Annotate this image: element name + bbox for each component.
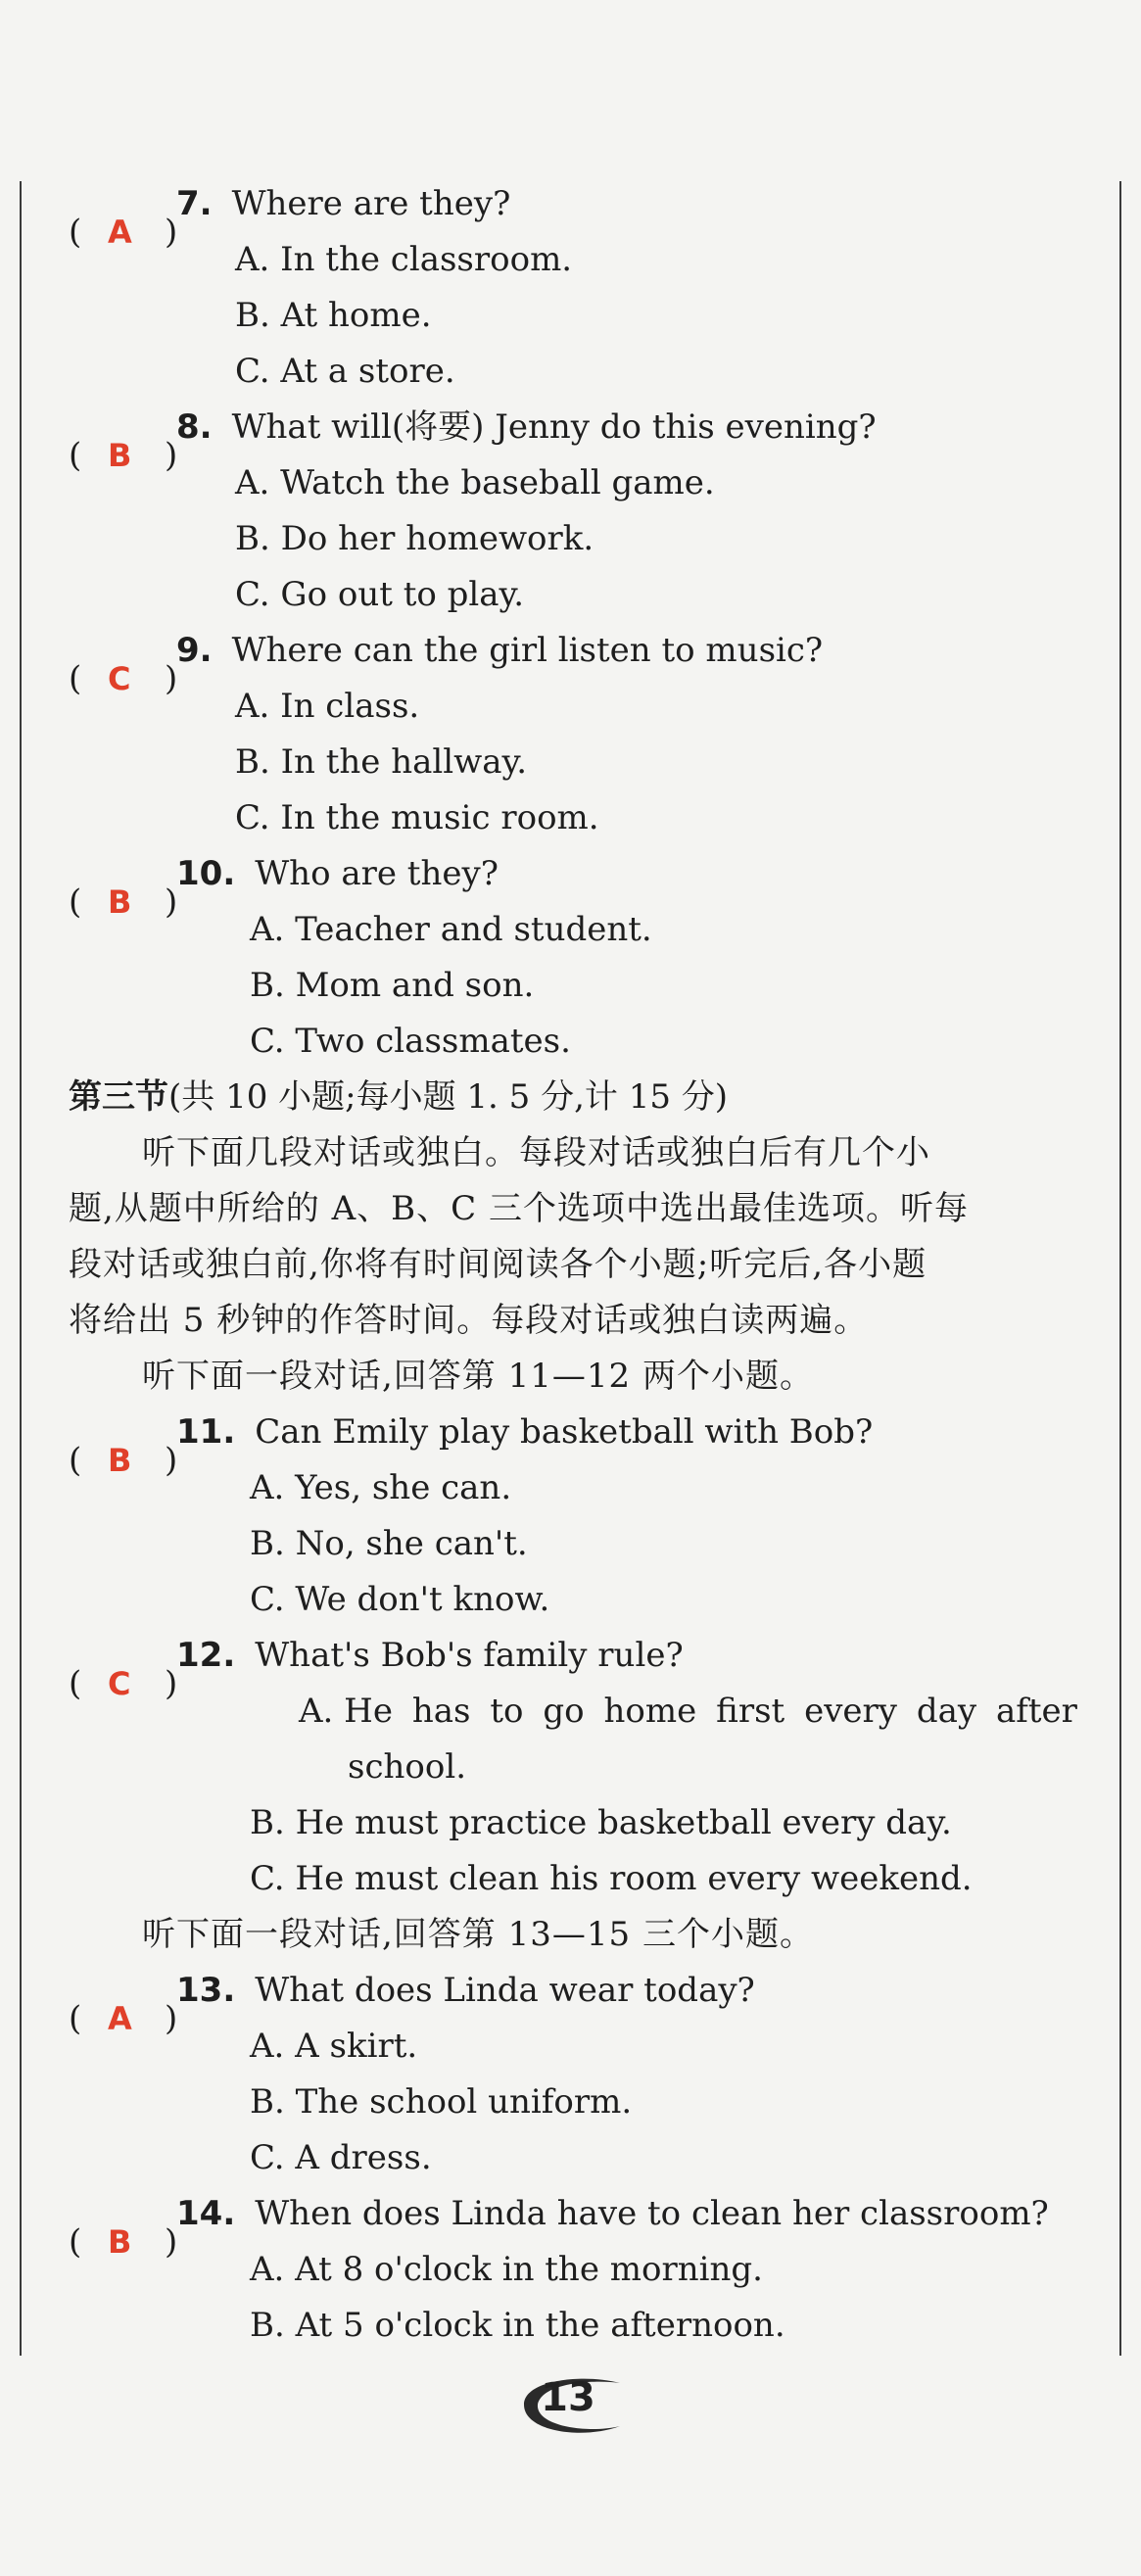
option: C. Two classmates.: [250, 1022, 571, 1061]
option-justified: [69, 1684, 1087, 1740]
answer-letter: B: [108, 2222, 132, 2261]
word: has: [411, 1692, 471, 1731]
question-number: 9.: [176, 631, 213, 670]
question-number: 14.: [176, 2194, 236, 2233]
question-number: 8.: [176, 407, 213, 447]
section-title: 第三节: [69, 1077, 168, 1117]
option: B. Do her homework.: [235, 519, 594, 558]
option: A. A skirt.: [250, 2027, 418, 2066]
option: C. Go out to play.: [235, 575, 525, 614]
answer-letter: B: [108, 883, 132, 921]
word: after: [996, 1692, 1077, 1731]
question-text: Can Emily play basketball with Bob?: [255, 1412, 874, 1452]
question-text: What does Linda wear today?: [255, 1971, 755, 2010]
instruction-line: 段对话或独白前,你将有时间阅读各个小题;听完后,各小题: [69, 1245, 927, 1284]
left-margin-rule: [20, 181, 22, 2356]
option: A. In class.: [235, 687, 420, 726]
question-number: 12.: [176, 1636, 236, 1675]
question-text: Where are they?: [231, 184, 511, 223]
option: C. We don't know.: [250, 1580, 550, 1619]
answer-letter: C: [108, 1664, 131, 1702]
word: day: [916, 1692, 977, 1731]
option: A. At 8 o'clock in the morning.: [250, 2250, 763, 2289]
question-text: What will(将要) Jenny do this evening?: [231, 407, 877, 447]
page-number-badge: [495, 2365, 642, 2444]
option: C. At a store.: [235, 352, 455, 391]
word: go: [543, 1692, 585, 1731]
question-9: ( C ) 9. Where can the girl listen to music?: [69, 623, 1087, 679]
option: B. He must practice basketball every day.: [250, 1803, 952, 1842]
option: A. Yes, she can.: [250, 1468, 512, 1507]
answer-letter: A: [108, 1999, 132, 2037]
question-13: ( A ) 13. What does Linda wear today?: [69, 1963, 1087, 2019]
question-text: When does Linda have to clean her classroom?: [255, 2194, 1049, 2233]
word: A. He: [299, 1692, 393, 1731]
option: B. Mom and son.: [250, 966, 535, 1005]
question-number: 7.: [176, 184, 213, 223]
question-text: Who are they?: [255, 854, 499, 893]
dialog-instruction: 听下面一段对话,回答第 13—15 三个小题。: [142, 1915, 814, 1954]
answer-letter: B: [108, 436, 132, 474]
page-number: 13: [541, 2375, 595, 2420]
question-number: 13.: [176, 1971, 236, 2010]
question-8: ( B ) 8. What will(将要) Jenny do this evening?: [69, 400, 1087, 455]
question-7: ( A ) 7. Where are they?: [69, 176, 1087, 232]
option: A. Watch the baseball game.: [235, 463, 715, 502]
answer-letter: B: [108, 1441, 132, 1479]
instruction-line: 将给出 5 秒钟的作答时间。每段对话或独白读两遍。: [69, 1301, 869, 1340]
option: B. In the hallway.: [235, 742, 528, 782]
option: B. The school uniform.: [250, 2082, 633, 2122]
dialog-instruction: 听下面一段对话,回答第 11—12 两个小题。: [142, 1357, 814, 1396]
question-11: ( B ) 11. Can Emily play basketball with Bob?: [69, 1405, 1087, 1460]
question-14: ( B ) 14. When does Linda have to clean her classroom?: [69, 2186, 1087, 2242]
word: home: [603, 1692, 697, 1731]
option: A. In the classroom.: [235, 240, 573, 279]
option: A. Teacher and student.: [250, 910, 652, 949]
option: C. In the music room.: [235, 798, 599, 837]
question-10: ( B ) 10. Who are they?: [69, 846, 1087, 902]
option: C. He must clean his room every weekend.: [250, 1859, 973, 1898]
word: first: [716, 1692, 785, 1731]
instruction-line: 题,从题中所给的 A、B、C 三个选项中选出最佳选项。听每: [69, 1189, 969, 1228]
question-text: What's Bob's family rule?: [255, 1636, 684, 1675]
question-text: Where can the girl listen to music?: [231, 631, 824, 670]
answer-letter: A: [108, 213, 132, 251]
answer-letter: C: [108, 659, 131, 697]
question-number: 10.: [176, 854, 236, 893]
option: B. No, she can't.: [250, 1524, 528, 1563]
section-heading: [69, 1070, 1087, 1125]
instruction-line: 听下面几段对话或独白。每段对话或独白后有几个小: [142, 1133, 930, 1172]
option: C. A dress.: [250, 2138, 432, 2177]
option: B. At 5 o'clock in the afternoon.: [250, 2306, 785, 2345]
word: every: [804, 1692, 897, 1731]
page-content: [69, 176, 1087, 2354]
question-number: 11.: [176, 1412, 236, 1452]
section-note: (共 10 小题;每小题 1. 5 分,计 15 分): [168, 1077, 729, 1117]
option: B. At home.: [235, 296, 432, 335]
question-12: ( C ) 12. What's Bob's family rule?: [69, 1628, 1087, 1684]
word: to: [490, 1692, 524, 1731]
option-continuation: school.: [348, 1747, 467, 1787]
right-margin-rule: [1119, 181, 1121, 2356]
